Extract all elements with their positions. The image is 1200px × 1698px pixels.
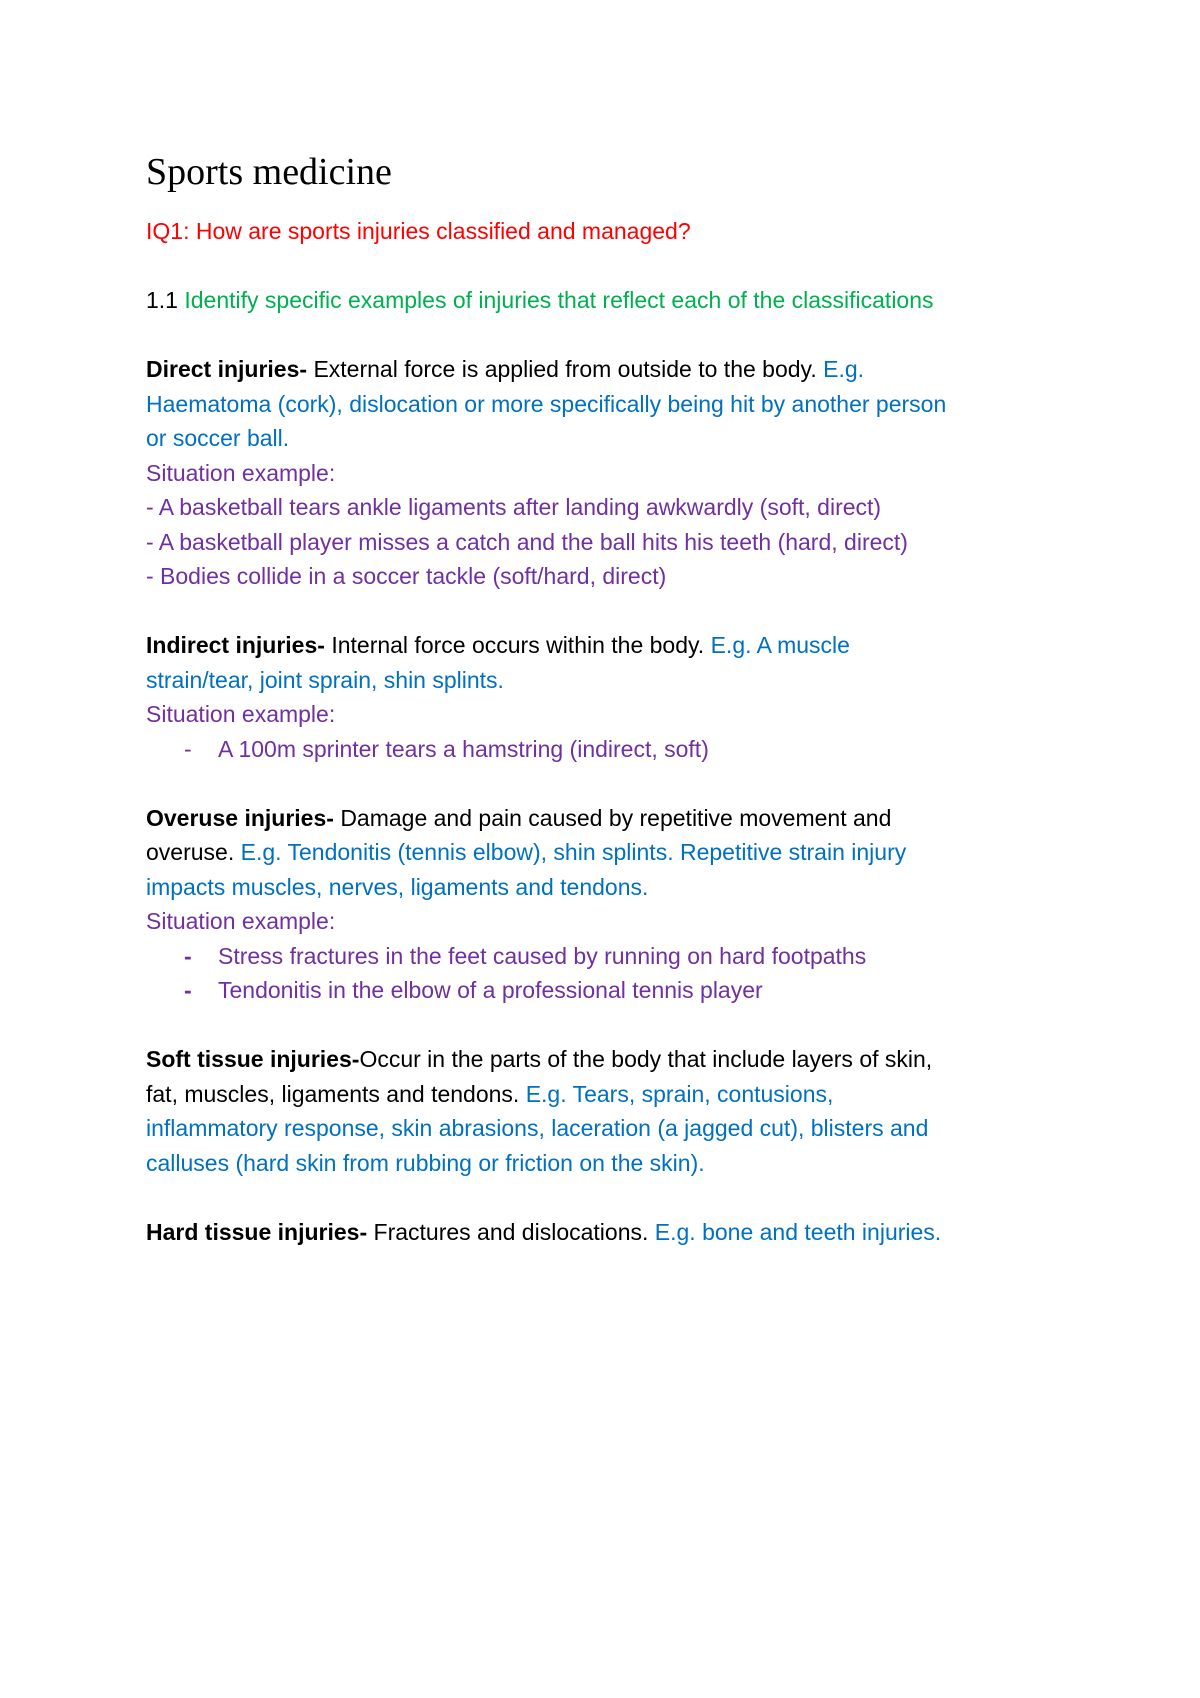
indirect-definition: Internal force occurs within the body. xyxy=(331,632,705,658)
soft-tissue-section xyxy=(146,1042,1076,1180)
indirect-situation-item xyxy=(146,732,1076,767)
hard-tissue-section xyxy=(146,1215,1076,1250)
indirect-injuries-section xyxy=(146,628,1076,766)
direct-examples-2: Haematoma (cork), dislocation or more specifically being hit by another person xyxy=(146,390,947,417)
document-title: Sports medicine xyxy=(146,151,392,193)
soft-examples-3: calluses (hard skin from rubbing or friction on the skin). xyxy=(146,1149,705,1176)
indirect-situation-label: Situation example: xyxy=(146,701,336,727)
direct-situation-1: - A basketball tears ankle ligaments after landing awkwardly (soft, direct) xyxy=(146,494,882,520)
direct-examples-1: E.g. xyxy=(823,356,865,382)
inquiry-question: IQ1: How are sports injuries classified and managed? xyxy=(146,218,691,244)
direct-injuries-section xyxy=(146,352,1076,594)
bullet-dash: - xyxy=(184,942,192,969)
direct-heading: Direct injuries- xyxy=(146,356,308,382)
soft-line-1 xyxy=(146,1042,1076,1077)
soft-line-2 xyxy=(146,1077,1076,1112)
overuse-definition-1: Damage and pain caused by repetitive movement and xyxy=(340,804,892,831)
soft-examples-2: inflammatory response, skin abrasions, laceration (a jagged cut), blisters and xyxy=(146,1115,929,1141)
document-page xyxy=(146,150,1076,1249)
soft-examples-1: E.g. Tears, sprain, contusions, xyxy=(525,1080,834,1107)
overuse-heading: Overuse injuries- xyxy=(146,804,334,831)
overuse-situation-2: Tendonitis in the elbow of a professional tennis player xyxy=(218,977,763,1003)
indirect-examples-1: E.g. A muscle xyxy=(710,632,850,658)
overuse-line-2 xyxy=(146,835,1076,870)
direct-situation-label: Situation example: xyxy=(146,459,336,486)
hard-line-1 xyxy=(146,1215,1076,1250)
overuse-situation-item xyxy=(146,939,1076,974)
direct-line-1 xyxy=(146,352,1076,387)
hard-heading: Hard tissue injuries- xyxy=(146,1218,368,1245)
overuse-definition-2: overuse. xyxy=(146,839,235,865)
soft-definition-1: Occur in the parts of the body that include layers of skin, xyxy=(359,1046,933,1072)
dotpoint-number: 1.1 xyxy=(146,287,178,313)
indirect-heading: Indirect injuries- xyxy=(146,632,325,658)
direct-examples-3: or soccer ball. xyxy=(146,425,290,451)
overuse-examples-2: impacts muscles, nerves, ligaments and tendons. xyxy=(146,873,649,900)
indirect-examples-2: strain/tear, joint sprain, shin splints. xyxy=(146,666,504,693)
overuse-injuries-section xyxy=(146,801,1076,1008)
bullet-dash: - xyxy=(184,735,192,762)
soft-heading: Soft tissue injuries- xyxy=(146,1046,360,1072)
overuse-line-1 xyxy=(146,801,1076,836)
indirect-line-1 xyxy=(146,628,1076,663)
direct-situation-3: - Bodies collide in a soccer tackle (soft/hard, direct) xyxy=(146,563,667,589)
dotpoint-line xyxy=(146,283,1076,318)
overuse-examples-1: E.g. Tendonitis (tennis elbow), shin splints. Repetitive strain injury xyxy=(240,839,907,865)
hard-examples: E.g. bone and teeth injuries. xyxy=(654,1218,942,1245)
soft-definition-2: fat, muscles, ligaments and tendons. xyxy=(146,1080,520,1107)
dotpoint-text: Identify specific examples of injuries that reflect each of the classifications xyxy=(184,287,934,313)
direct-definition: External force is applied from outside to the body. xyxy=(313,356,817,382)
direct-situation-2: - A basketball player misses a catch and the ball hits his teeth (hard, direct) xyxy=(146,528,908,555)
overuse-situation-item xyxy=(146,973,1076,1008)
overuse-situation-1: Stress fractures in the feet caused by running on hard footpaths xyxy=(218,942,867,969)
indirect-situation-1: A 100m sprinter tears a hamstring (indirect, soft) xyxy=(218,735,709,762)
overuse-situation-label: Situation example: xyxy=(146,908,336,934)
hard-definition: Fractures and dislocations. xyxy=(373,1218,649,1245)
bullet-dash: - xyxy=(184,977,192,1003)
